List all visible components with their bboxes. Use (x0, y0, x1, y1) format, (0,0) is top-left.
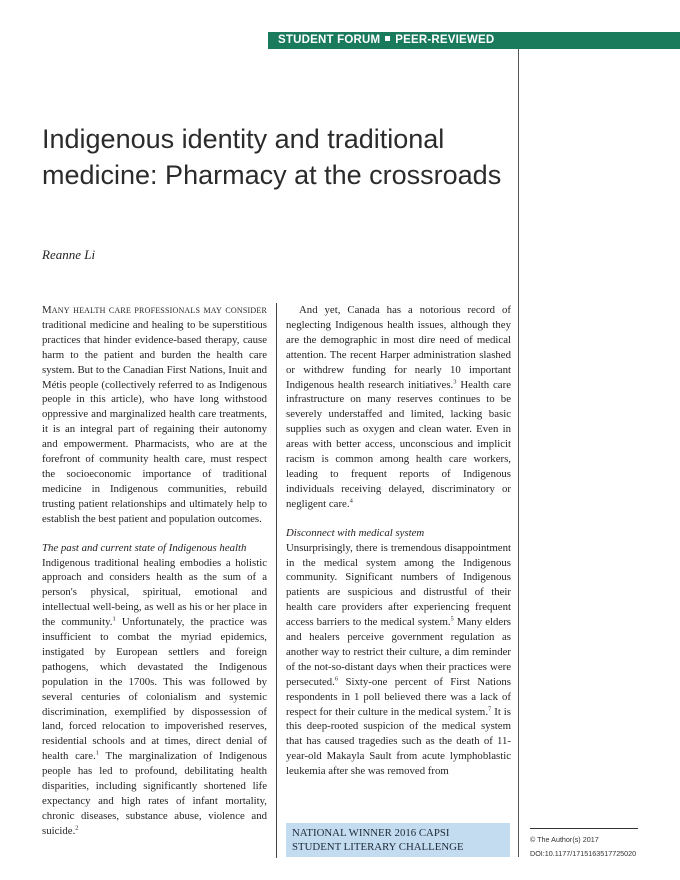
meta-rule (530, 828, 638, 829)
margin-divider (518, 49, 519, 857)
section-banner (268, 32, 680, 49)
text-run: It is this deep-rooted suspicion of the medical system that has caused tragedies such as the death of 11-year-old Makayla Sault from acute lymphoblastic leukemia after she was removed from (286, 705, 511, 778)
intro-paragraph (42, 303, 267, 527)
reference-marker: 1 (112, 615, 116, 623)
intro-text: traditional medicine and healing to be superstitious practices that hinder evidence-based therapy, cause harm to the patient and burden the health care system. But to the Canadian First Nations, Inuit and Métis people (collectively referred to as Indigenous people in this article), who have long withstood oppressive and marginalized health care treatments, it is an integral part of regaining their autonomy and empowerment. Pharmacists, who are at the forefront of community health care, must respect the socioeconomic importance of traditional medicine in Indigenous communities, rebuild trusting patient relationships and ultimately help to establish the best patient and population outcomes. (42, 318, 267, 525)
article-meta (530, 833, 680, 861)
reference-marker: 4 (349, 497, 353, 505)
paragraph-neglect (286, 303, 511, 512)
callout-line-1: NATIONAL WINNER 2016 CAPSI (292, 827, 450, 839)
reference-marker: 7 (488, 704, 492, 712)
section-heading-disconnect: Disconnect with medical system (286, 526, 425, 539)
text-run: The marginalization of Indigenous people has led to profound, debilitating health disparities, including significantly shortened life expectancy and high rates of infant mortality, chronic diseases, substance abuse, violence and suicide. (42, 750, 267, 837)
callout-line-2: STUDENT LITERARY CHALLENGE (292, 841, 464, 853)
doi-text: DOI:10.1177/1715163517725020 (530, 849, 637, 858)
article-author: Reanne Li (42, 247, 96, 262)
text-run: Unsurprisingly, there is tremendous disappointment in the medical system among the Indigenous community. Significant numbers of Indigenous patients are suspicious and distrustful of their health care providers after experiencing frequent access barriers to the medical system. (286, 541, 511, 629)
right-column (286, 303, 511, 779)
reference-marker: 3 (453, 377, 457, 385)
separator-square-icon (385, 36, 390, 41)
paragraph-past (42, 556, 267, 839)
section-heading-past: The past and current state of Indigenous health (42, 541, 247, 554)
section-label: STUDENT FORUM (278, 34, 381, 46)
text-run: Indigenous traditional healing embodies a holistic approach and considers health as the sum of a person's physical, spiritual, emotional and intellectual well-being, as well as his or her place in the community. (42, 556, 267, 629)
reference-marker: 2 (75, 824, 79, 832)
intro-smallcaps: Many health care professionals may consider (42, 304, 267, 316)
reference-marker: 6 (334, 675, 339, 683)
article-title: Indigenous identity and traditional medicine: Pharmacy at the crossroads (42, 124, 502, 190)
reference-marker: 5 (450, 615, 454, 623)
text-run: Unfortunately, the practice was insufficient to combat the myriad epidemics, instigated by European settlers and foreign pathogens, which devastated the Indigenous population in the 1700s. This was followed by several centuries of colonialism and systemic discrimination, exemplified by dispossession of land, forced relocation to impoverished reserves, residential schools and at times, direct denial of health care. (42, 616, 267, 763)
text-run: Health care infrastructure on many reserves continues to be severely understaffed and limited, lacking basic supplies such as oxygen and clean water. Even in areas with better access, unconscious and implicit racism is common among health care workers, leading to frequent reports of Indigenous individuals receiving delayed, discriminatory or negligent care. (286, 378, 511, 510)
reference-marker: 1 (95, 749, 100, 757)
text-run: Sixty-one percent of First Nations respondents in 1 poll believed there was a lack of respect for their culture in the medical system. (286, 675, 511, 718)
left-column (42, 303, 267, 839)
copyright-text: © The Author(s) 2017 (530, 835, 599, 844)
column-divider (276, 303, 277, 858)
text-run: Many elders and healers perceive government regulation as another way to restrict their culture, a dim reminder of the not-so-distant days when their practices were persecuted. (286, 616, 511, 688)
text-run: And yet, Canada has a notorious record of neglecting Indigenous health issues, although they are the demographic in most dire need of medical attention. The recent Harper administration slashed or withdrew funding for nearly 10 important Indigenous health research initiatives. (286, 304, 511, 391)
subsection-label: PEER-REVIEWED (395, 34, 495, 46)
paragraph-disconnect (286, 541, 511, 780)
award-callout (286, 823, 510, 857)
